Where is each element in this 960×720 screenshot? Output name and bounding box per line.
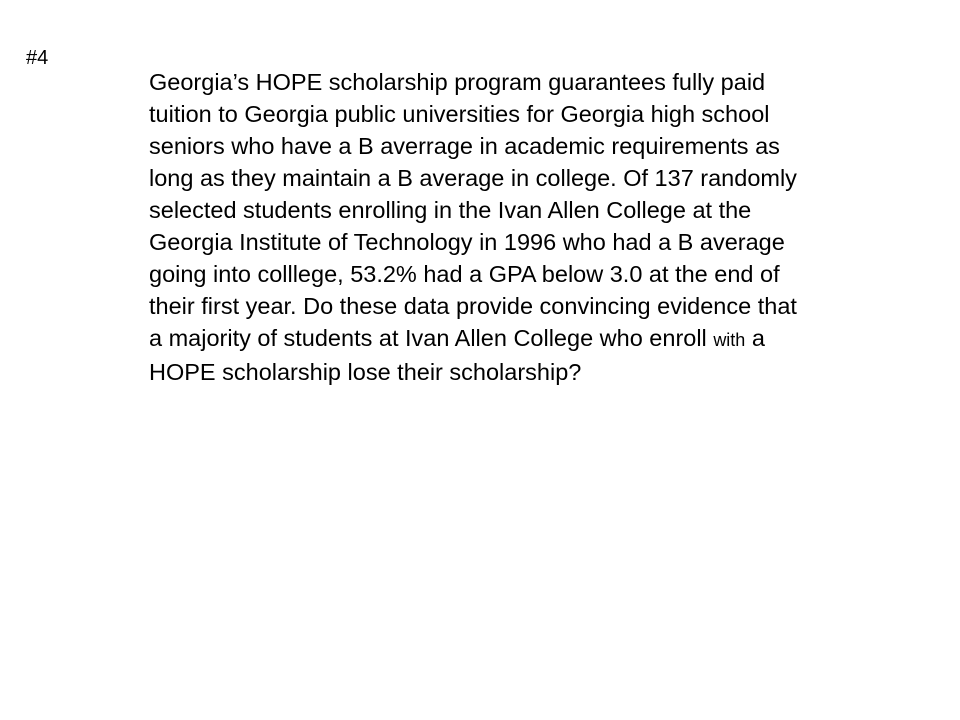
- problem-line-2: tuition to Georgia public universities for Georgia high school: [149, 101, 770, 127]
- problem-line-8: their first year. Do these data provide convincing evidence that: [149, 293, 797, 319]
- problem-line-9: [149, 322, 919, 356]
- problem-line-10: HOPE scholarship lose their scholarship?: [149, 359, 582, 385]
- problem-line-9-start: a majority of students at Ivan Allen College who enroll: [149, 325, 714, 351]
- problem-line-6: Georgia Institute of Technology in 1996 who had a B average: [149, 229, 785, 255]
- problem-text: [149, 66, 919, 388]
- problem-line-1: Georgia’s HOPE scholarship program guarantees fully paid: [149, 69, 766, 95]
- slide-number: #4: [26, 47, 49, 69]
- problem-line-3: seniors who have a B averrage in academic requirements as: [149, 133, 780, 159]
- problem-line-9-end: a: [745, 325, 765, 351]
- problem-line-7: going into colllege, 53.2% had a GPA below 3.0 at the end of: [149, 261, 780, 287]
- problem-line-9-small-word: with: [713, 330, 746, 350]
- problem-line-5: selected students enrolling in the Ivan Allen College at the: [149, 197, 752, 223]
- problem-line-4: long as they maintain a B average in college. Of 137 randomly: [149, 165, 797, 191]
